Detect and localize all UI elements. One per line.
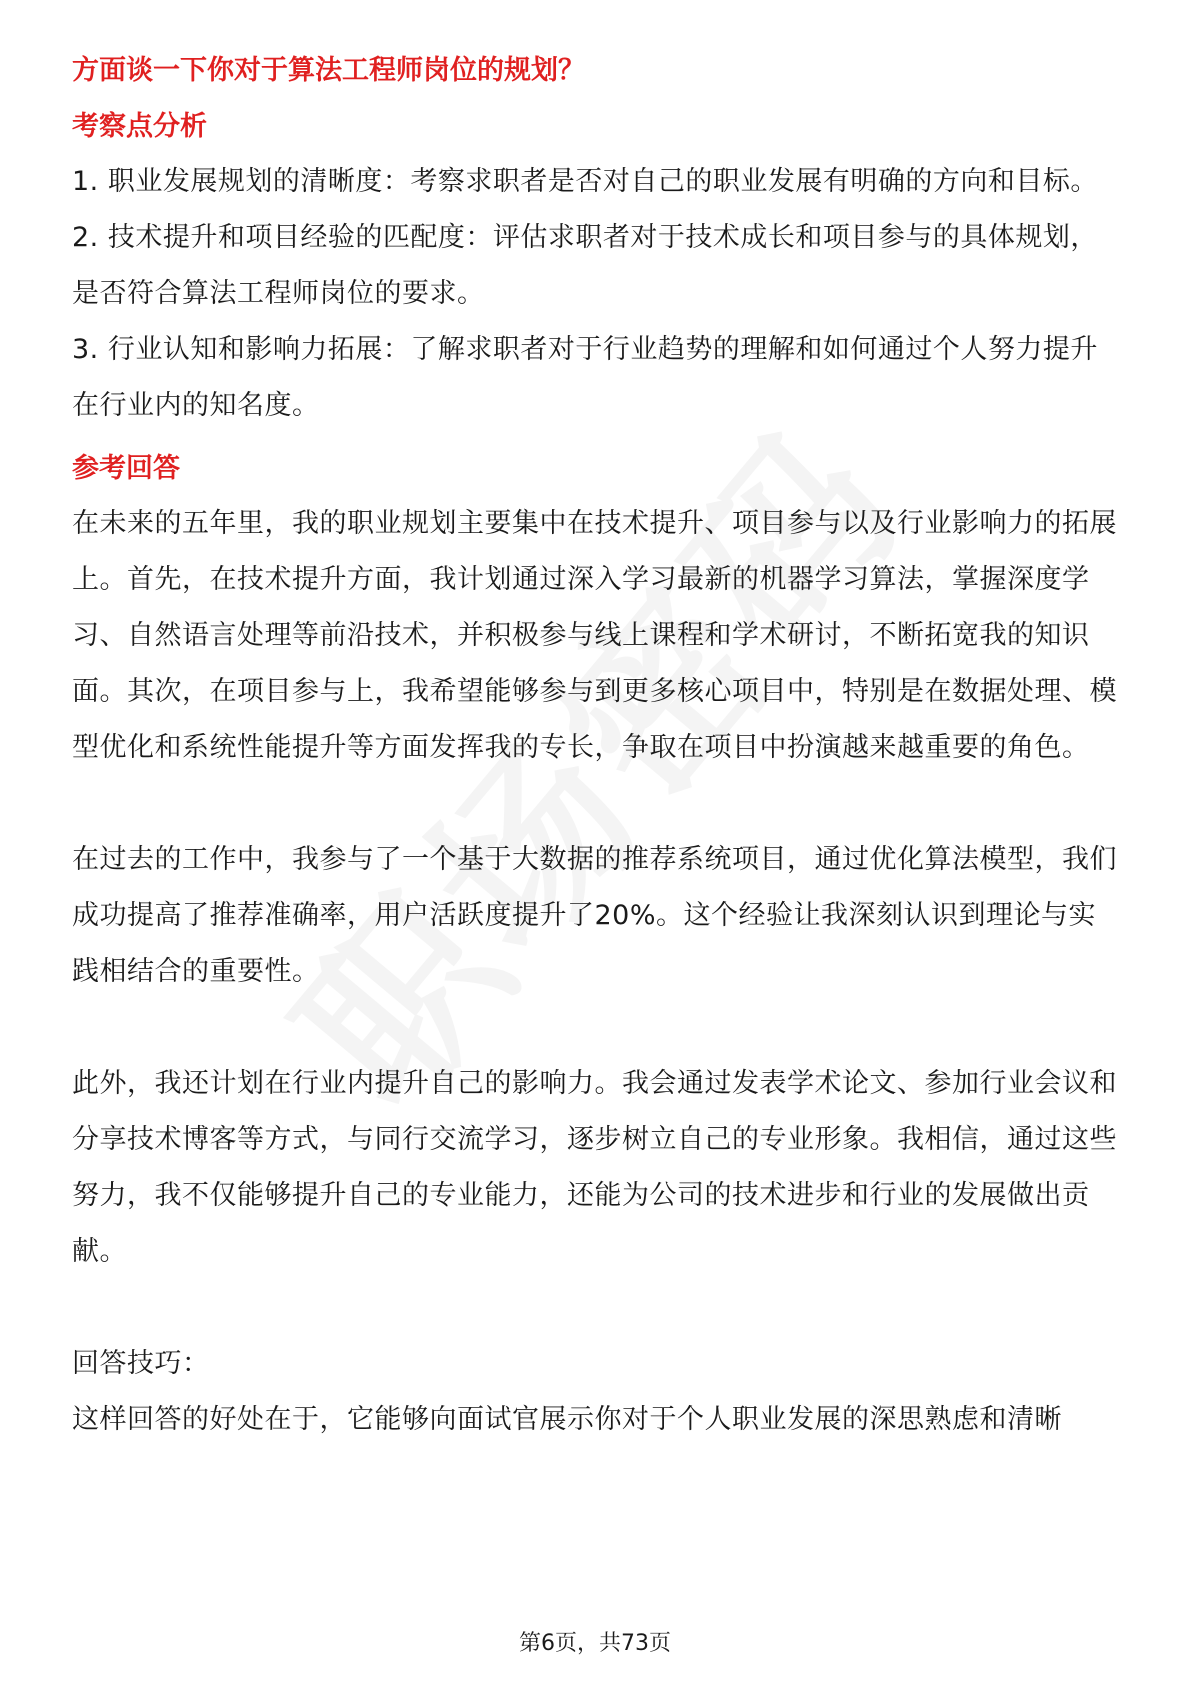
answer-title: 参考回答 bbox=[72, 453, 180, 484]
page-footer: 第6页，共73页 bbox=[519, 1631, 671, 1656]
answer-paragraph: 此外，我还计划在行业内提升自己的影响力。我会通过发表学术论文、参加行业会议和分享技术博客等方式，与同行交流学习，逐步树立自己的专业形象。我相信，通过这些努力，我不仅能够提升自己的专业能力，还能为公司的技术进步和行业的发展做出贡献。 bbox=[72, 1068, 1117, 1267]
analysis-item: 3. 行业认知和影响力拓展：了解求职者对于行业趋势的理解和如何通过个人努力提升在行业内的知名度。 bbox=[72, 334, 1098, 421]
analysis-title: 考察点分析 bbox=[72, 111, 207, 142]
analysis-item: 2. 技术提升和项目经验的匹配度：评估求职者对于技术成长和项目参与的具体规划，是否符合算法工程师岗位的要求。 bbox=[72, 222, 1098, 309]
tips-title: 回答技巧： bbox=[72, 1348, 210, 1379]
analysis-item: 1. 职业发展规划的清晰度：考察求职者是否对自己的职业发展有明确的方向和目标。 bbox=[72, 166, 1098, 197]
document-content bbox=[72, 50, 1117, 1448]
question-heading: 方面谈一下你对于算法工程师岗位的规划？ bbox=[72, 55, 585, 86]
answer-paragraph: 在过去的工作中，我参与了一个基于大数据的推荐系统项目，通过优化算法模型，我们成功提高了推荐准确率，用户活跃度提升了20%。这个经验让我深刻认识到理论与实践相结合的重要性。 bbox=[72, 844, 1117, 987]
answer-paragraph: 在未来的五年里，我的职业规划主要集中在技术提升、项目参与以及行业影响力的拓展上。首先，在技术提升方面，我计划通过深入学习最新的机器学习算法，掌握深度学习、自然语言处理等前沿技术，并积极参与线上课程和学术研讨，不断拓宽我的知识面。其次，在项目参与上，我希望能够参与到更多核心项目中，特别是在数据处理、模型优化和系统性能提升等方面发挥我的专长，争取在项目中扮演越来越重要的角色。 bbox=[72, 508, 1117, 763]
tips-text: 这样回答的好处在于，它能够向面试官展示你对于个人职业发展的深思熟虑和清晰 bbox=[72, 1404, 1062, 1435]
